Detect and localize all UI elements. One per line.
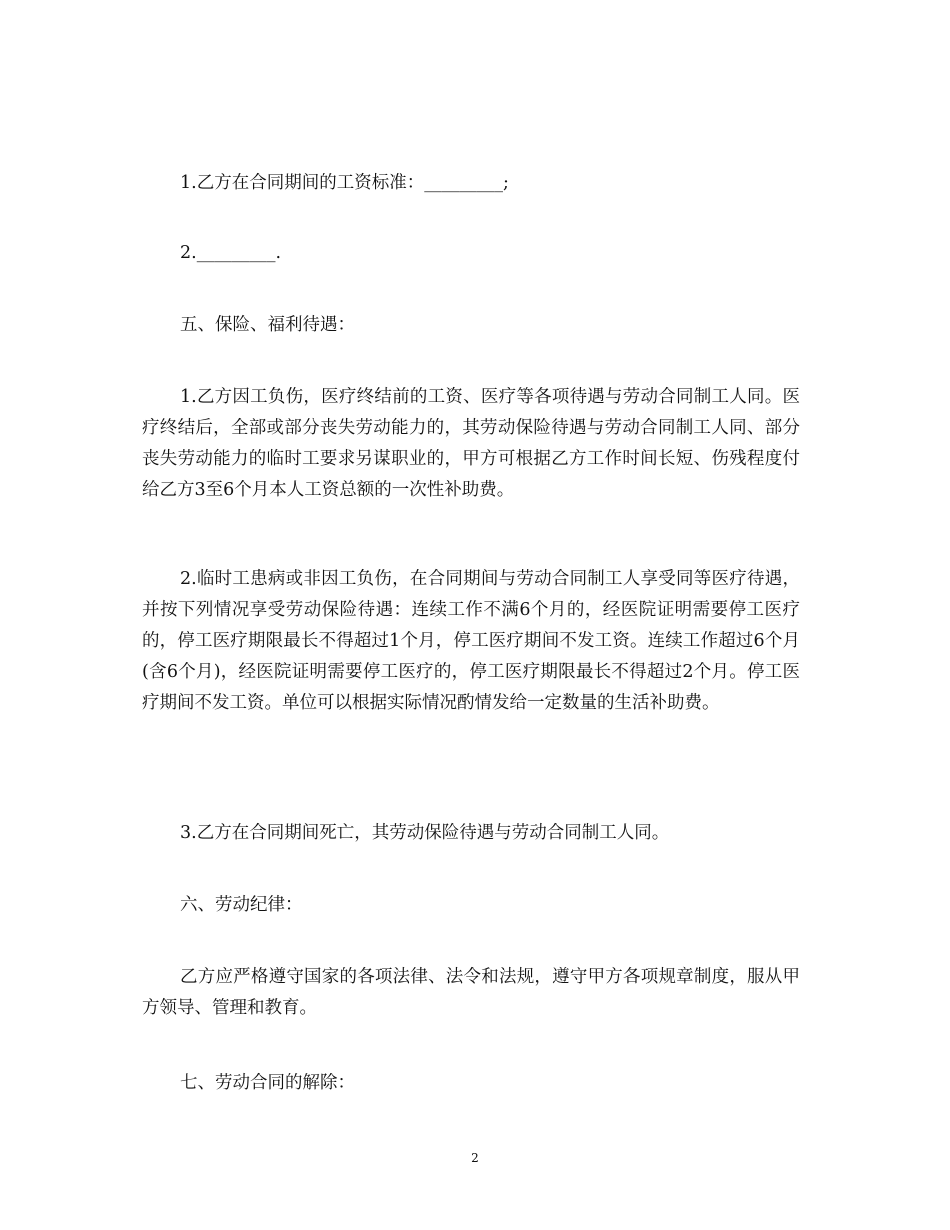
illness-clause: 2.临时工患病或非因工负伤，在合同期间与劳动合同制工人享受同等医疗待遇，并按下列情况享受劳动保险待遇：连续工作不满6个月的，经医院证明需要停工医疗的，停工医疗期限最长不得超过1个月，停工医疗期间不发工资。连续工作超过6个月(含6个月)，经医院证明需要停工医疗的，停工医疗期限最长不得超过2个月。停工医疗期间不发工资。单位可以根据实际情况酌情发给一定数量的生活补助费。: [142, 569, 800, 713]
section-heading-termination: 七、劳动合同的解除：: [180, 1073, 355, 1093]
page-number: 2: [471, 1151, 479, 1165]
clause-2-blank: 2._________.: [180, 243, 282, 263]
death-clause: 3.乙方在合同期间死亡，其劳动保险待遇与劳动合同制工人同。: [180, 823, 670, 843]
section-heading-insurance: 五、保险、福利待遇：: [180, 315, 355, 335]
discipline-clause: 乙方应严格遵守国家的各项法律、法令和法规，遵守甲方各项规章制度，服从甲方领导、管理和教育。: [142, 967, 800, 1018]
work-injury-clause: 1.乙方因工负伤，医疗终结前的工资、医疗等各项待遇与劳动合同制工人同。医疗终结后，全部或部分丧失劳动能力的，其劳动保险待遇与劳动合同制工人同、部分丧失劳动能力的临时工要求另谋职业的，甲方可根据乙方工作时间长短、伤残程度付给乙方3至6个月本人工资总额的一次性补助费。: [142, 387, 800, 500]
section-heading-discipline: 六、劳动纪律：: [180, 895, 303, 915]
wage-standard-clause: 1.乙方在合同期间的工资标准：_________;: [180, 173, 509, 193]
